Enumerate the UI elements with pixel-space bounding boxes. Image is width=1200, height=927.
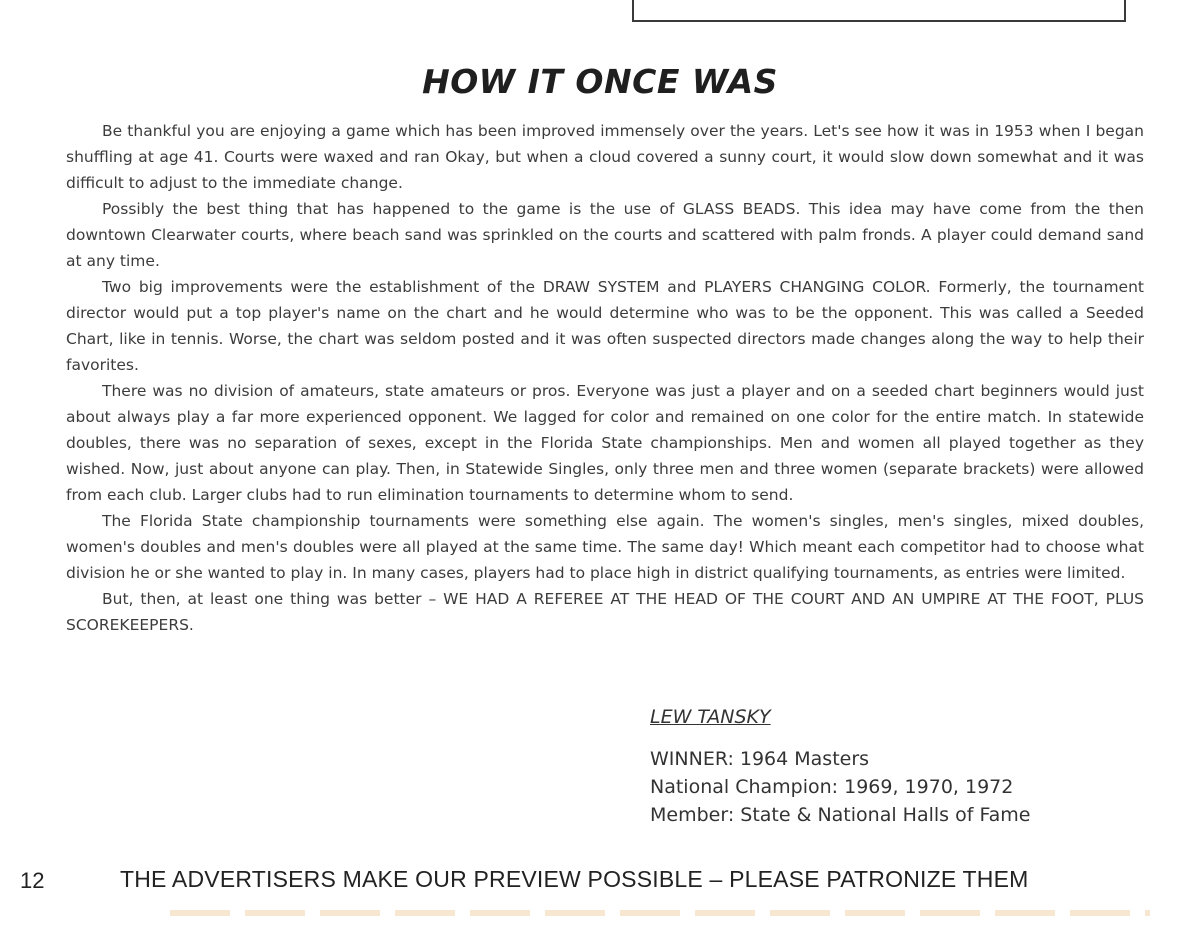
author-credit-2: National Champion: 1969, 1970, 1972 [650,776,1014,798]
paragraph-2: Possibly the best thing that has happened to the game is the use of GLASS BEADS. This idea may have come from the then downtown Clearwater courts, where beach sand was sprinkled on the courts and scattered with palm fronds. A player could demand sand at any time. [66,200,1144,270]
top-border-box [632,0,1126,22]
paragraph-5: The Florida State championship tournaments were something else again. The women's singles, men's singles, mixed doubles, women's doubles and men's doubles were all played at the same time. The same day! Which meant each competitor had to choose what division he or she wanted to play in. In many cases, players had to place high in district qualifying tournaments, as entries were limited. [66,512,1144,582]
article-body [66,118,1144,638]
footer-banner-text: THE ADVERTISERS MAKE OUR PREVIEW POSSIBLE – PLEASE PATRONIZE THEM [120,866,1029,892]
page-footer [0,866,1200,898]
author-credit-1: WINNER: 1964 Masters [650,748,870,770]
paragraph-6: But, then, at least one thing was better – WE HAD A REFEREE AT THE HEAD OF THE COURT AND AN UMPIRE AT THE FOOT, PLUS SCOREKEEPERS. [66,590,1144,634]
paragraph-4: There was no division of amateurs, state amateurs or pros. Everyone was just a player and on a seeded chart beginners would just about always play a far more experienced opponent. We lagged for color and remained on one color for the entire match. In statewide doubles, there was no separation of sexes, except in the Florida State championships. Men and women all played together as they wished. Now, just about anyone can play. Then, in Statewide Singles, only three men and three women (separate brackets) were allowed from each club. Larger clubs had to run elimination tournaments to determine whom to send. [66,382,1144,504]
author-signature [650,703,1030,829]
paragraph-3: Two big improvements were the establishment of the DRAW SYSTEM and PLAYERS CHANGING COLOR. Formerly, the tournament director would put a top player's name on the chart and he would determine who was to be the opponent. This was called a Seeded Chart, like in tennis. Worse, the chart was seldom posted and it was often suspected directors made changes along the way to help their favorites. [66,278,1144,374]
bottom-decorative-strip [170,910,1150,916]
paragraph-1: Be thankful you are enjoying a game which has been improved immensely over the years. Let's see how it was in 1953 when I began shuffling at age 41. Courts were waxed and ran Okay, but when a cloud covered a sunny court, it would slow down somewhat and it was difficult to adjust to the immediate change. [66,122,1144,192]
author-credit-3: Member: State & National Halls of Fame [650,804,1031,826]
author-name: LEW TANSKY [650,706,771,728]
page-number: 12 [20,868,45,893]
article-title: HOW IT ONCE WAS [422,62,778,101]
